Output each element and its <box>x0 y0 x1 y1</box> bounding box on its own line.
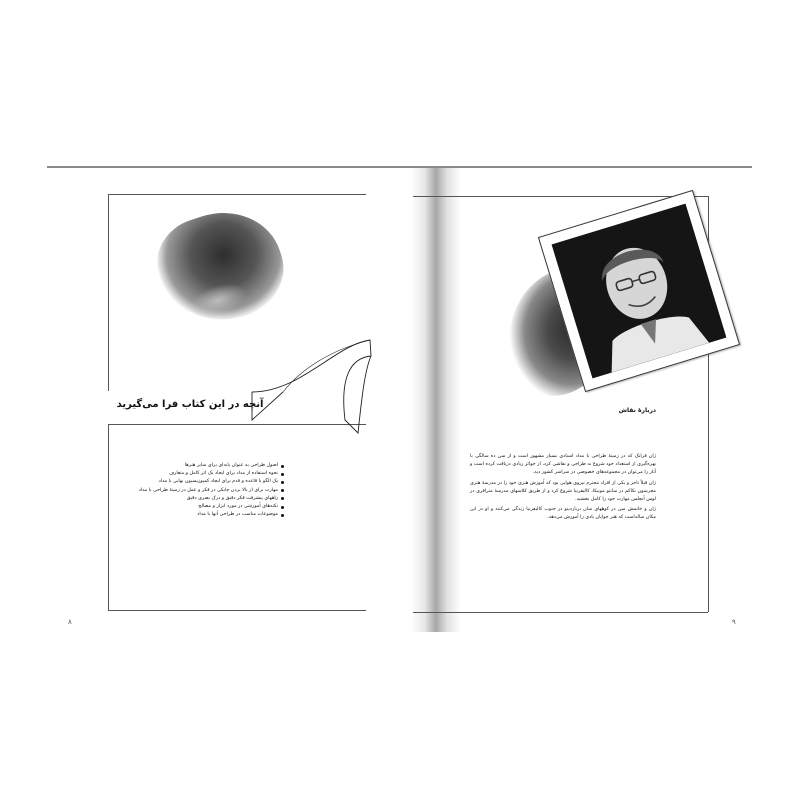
list-item: راههای پیشرفت فکر دقیق و درک بصری دقیق <box>124 495 284 503</box>
left-frame-bottom <box>108 610 366 611</box>
right-frame-bottom <box>413 612 708 613</box>
list-item: موضوعات مناسب در طراحی آنها با مداد <box>124 511 284 519</box>
list-item: نکته‌های آموزشی در مورد ابزار و مصالح <box>124 503 284 511</box>
biography-paragraph: ژان فرانک که در زمینهٔ طراحی با مداد استادی بسیار مشهور است و از سن ده سالگی با بهره‌گیری از استعداد خود شروع به طراحی و نقاشی کرد، از جوائز زیادی دریافت کرده است و آثار را می‌توان در مجموعه‌های خصوصی در سراسر کشور دید. <box>470 454 656 476</box>
biography-paragraph: ژان و خانمش مین در کوههای سان برناردینو در جنوب کالیفرنیا زندگی می‌کنند و او در این مکان ساله‌است که هنر جوایان یادی را آموزش می‌دهد. <box>470 507 656 521</box>
portrait-figure <box>552 204 727 379</box>
right-frame-top <box>413 196 708 197</box>
portrait-image <box>552 204 727 379</box>
left-frame-left <box>108 194 109 391</box>
list-item: مهارت برای از بالا بردن چابکی در فکر و عمل در زمینهٔ طراحی با مداد <box>124 487 284 495</box>
list-item: اصول طراحی به عنوان پایه‌ای برای سایر هنرها <box>124 462 284 470</box>
left-frame-top <box>108 194 366 195</box>
left-page-number: ۸ <box>68 618 72 626</box>
list-item: یک الگو با قاعده و قدم برای ایجاد کمپوزیسیون نهایی با مداد <box>124 478 284 486</box>
right-page-number: ۹ <box>732 618 736 626</box>
right-page-heading: دربارهٔ نقاش <box>618 407 656 414</box>
artist-biography <box>470 453 656 525</box>
book-spine <box>411 168 461 632</box>
left-frame-mid <box>108 424 366 425</box>
learning-outcomes-list <box>124 462 284 519</box>
left-page-heading: آنچه در این کتاب فرا می‌گیرید <box>116 399 264 410</box>
left-frame-lower-left <box>108 424 109 610</box>
list-item: نحوه استفاده از مداد برای ایجاد یک اثر کامل و متعارف <box>124 470 284 478</box>
biography-paragraph: ژان قبلاً تاجر و یکی از افراد محترم نیروی هوایی بود که آموزش هنری خود را در مدرسهٔ هنری مجرسون نکاکم در سانتو مونیکا، کالیفرنیا شروع کرد و از طریق کلاسهای مدرسهٔ مترافری در لوس آنجلس مهارت خود را کامل بخشید. <box>470 480 656 503</box>
